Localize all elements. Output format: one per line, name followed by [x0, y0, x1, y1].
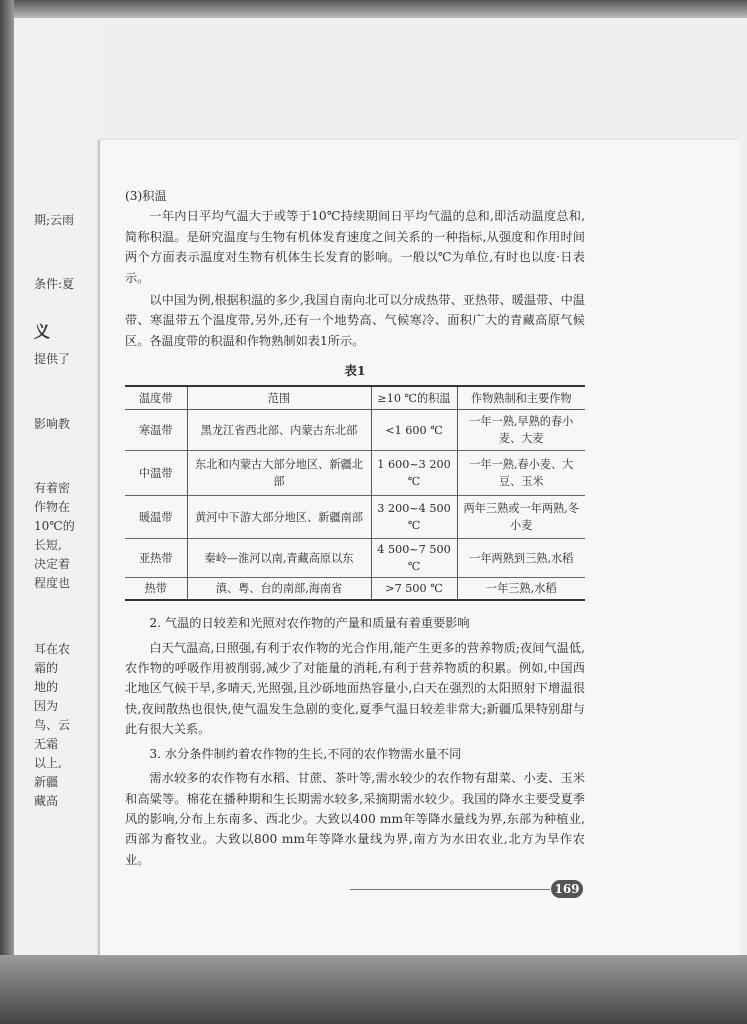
- table-row: [125, 539, 585, 578]
- prev-fragment: 耳在农: [34, 642, 71, 656]
- prev-fragment: 作物在: [34, 500, 71, 514]
- prev-fragment: 10℃的: [34, 519, 75, 533]
- cell-zone: 热带: [125, 578, 187, 601]
- prev-fragment: 决定着: [34, 557, 71, 571]
- paragraph-water: 需水较多的农作物有水稻、甘蔗、茶叶等,需水较少的农作物有甜菜、小麦、玉米和高粱等。棉花在播种期和生长期需水较多,采摘期需水较少。我国的降水主要受夏季风的影响,分布上东南多、西北少。大致以400 mm年等降水量线为界,东部为种植业,西部为畜牧业。大致以800 mm年等降水量线为界,南方为水田农业,北方为旱作农业。: [125, 771, 585, 867]
- table-row: [125, 578, 585, 601]
- page-content: [125, 186, 585, 870]
- paragraph-accumulated-temperature: 一年内日平均气温大于或等于10℃持续期间日平均气温的总和,即活动温度总和,简称积温。是研究温度与生物有机体发育速度之间关系的一种指标,从强度和作用时间两个方面表示温度对生物有机体生长发育的影响。一般以℃为单位,有时也以度·日表示。: [125, 209, 585, 285]
- prev-fragment: 因为: [34, 699, 59, 713]
- header-range: 范围: [187, 386, 371, 410]
- table-row: [125, 451, 585, 496]
- cell-range: 东北和内蒙古大部分地区、新疆北部: [187, 451, 371, 496]
- prev-fragment: 藏高: [34, 794, 59, 808]
- table-row: [125, 410, 585, 451]
- section-heading-accumulated-temperature: (3)积温: [125, 189, 167, 203]
- header-crops: 作物熟制和主要作物: [457, 386, 585, 410]
- cell-range: 黄河中下游大部分地区、新疆南部: [187, 496, 371, 539]
- book-page: [100, 140, 740, 955]
- prev-fragment: 无霜: [34, 737, 59, 751]
- cell-zone: 暖温带: [125, 496, 187, 539]
- prev-fragment: 霜的: [34, 661, 59, 675]
- cell-crops: 一年三熟,水稻: [457, 578, 585, 601]
- prev-fragment: 条件:夏: [34, 277, 75, 291]
- cell-zone: 寒温带: [125, 410, 187, 451]
- cell-temp: 3 200~4 500 ℃: [371, 496, 457, 539]
- header-accumulated-temp: ≥10 ℃的积温: [371, 386, 457, 410]
- cell-temp: >7 500 ℃: [371, 578, 457, 601]
- prev-fragment: 以上,: [34, 756, 62, 770]
- prev-fragment: 影响教: [34, 417, 71, 431]
- cell-crops: 一年一熟,早熟的春小麦、大麦: [457, 410, 585, 451]
- scan-shadow-top: [0, 0, 747, 18]
- prev-fragment: 提供了: [34, 352, 71, 366]
- prev-fragment: 有着密: [34, 481, 71, 495]
- scan-shadow-bottom: [0, 955, 747, 1024]
- header-zone: 温度带: [125, 386, 187, 410]
- cell-crops: 一年一熟,春小麦、大豆、玉米: [457, 451, 585, 496]
- cell-temp: 1 600~3 200 ℃: [371, 451, 457, 496]
- cell-range: 秦岭—淮河以南,青藏高原以东: [187, 539, 371, 578]
- cell-range: 黑龙江省西北部、内蒙古东北部: [187, 410, 371, 451]
- footer-rule: [350, 889, 550, 890]
- prev-fragment: 地的: [34, 680, 59, 694]
- heading-diurnal-range: 2. 气温的日较差和光照对农作物的产量和质量有着重要影响: [149, 616, 470, 631]
- paragraph-temperature-zones: 以中国为例,根据积温的多少,我国自南向北可以分成热带、亚热带、暖温带、中温带、寒温带五个温度带,另外,还有一个地势高、气候寒冷、面积广大的青藏高原气候区。各温度带的积温和作物熟制如表1所示。: [125, 293, 585, 348]
- page-number: 169: [551, 880, 583, 898]
- temperature-zone-table: [125, 385, 585, 601]
- table-caption: 表1: [344, 363, 366, 379]
- prev-fragment: 程度也: [34, 576, 71, 590]
- cell-crops: 一年两熟到三熟,水稻: [457, 539, 585, 578]
- table-row: [125, 496, 585, 539]
- cell-zone: 亚热带: [125, 539, 187, 578]
- prev-fragment: 义: [34, 322, 51, 341]
- scan-shadow-left: [0, 0, 14, 1024]
- prev-fragment: 期;云雨: [34, 213, 75, 227]
- cell-crops: 两年三熟或一年两熟,冬小麦: [457, 496, 585, 539]
- table-header-row: [125, 386, 585, 410]
- cell-temp: <1 600 ℃: [371, 410, 457, 451]
- paragraph-diurnal-range: 白天气温高,日照强,有利于农作物的光合作用,能产生更多的营养物质;夜间气温低,农作物的呼吸作用被削弱,减少了对能量的消耗,有利于营养物质的积累。例如,中国西北地区气候干旱,多晴天,光照强,且沙砾地面热容量小,白天在强烈的太阳照射下增温很快,夜间散热也很快,使气温发生急剧的变化,夏季气温日较差非常大;新疆瓜果特别甜与此有很大关系。: [125, 640, 585, 737]
- heading-water: 3. 水分条件制约着农作物的生长,不同的农作物需水量不同: [149, 746, 462, 761]
- cell-zone: 中温带: [125, 451, 187, 496]
- prev-fragment: 新疆: [34, 775, 59, 789]
- prev-fragment: 鸟、云: [34, 718, 71, 732]
- prev-fragment: 长短,: [34, 538, 62, 552]
- previous-page-edge: [14, 18, 100, 955]
- cell-range: 滇、粤、台的南部,海南省: [187, 578, 371, 601]
- cell-temp: 4 500~7 500 ℃: [371, 539, 457, 578]
